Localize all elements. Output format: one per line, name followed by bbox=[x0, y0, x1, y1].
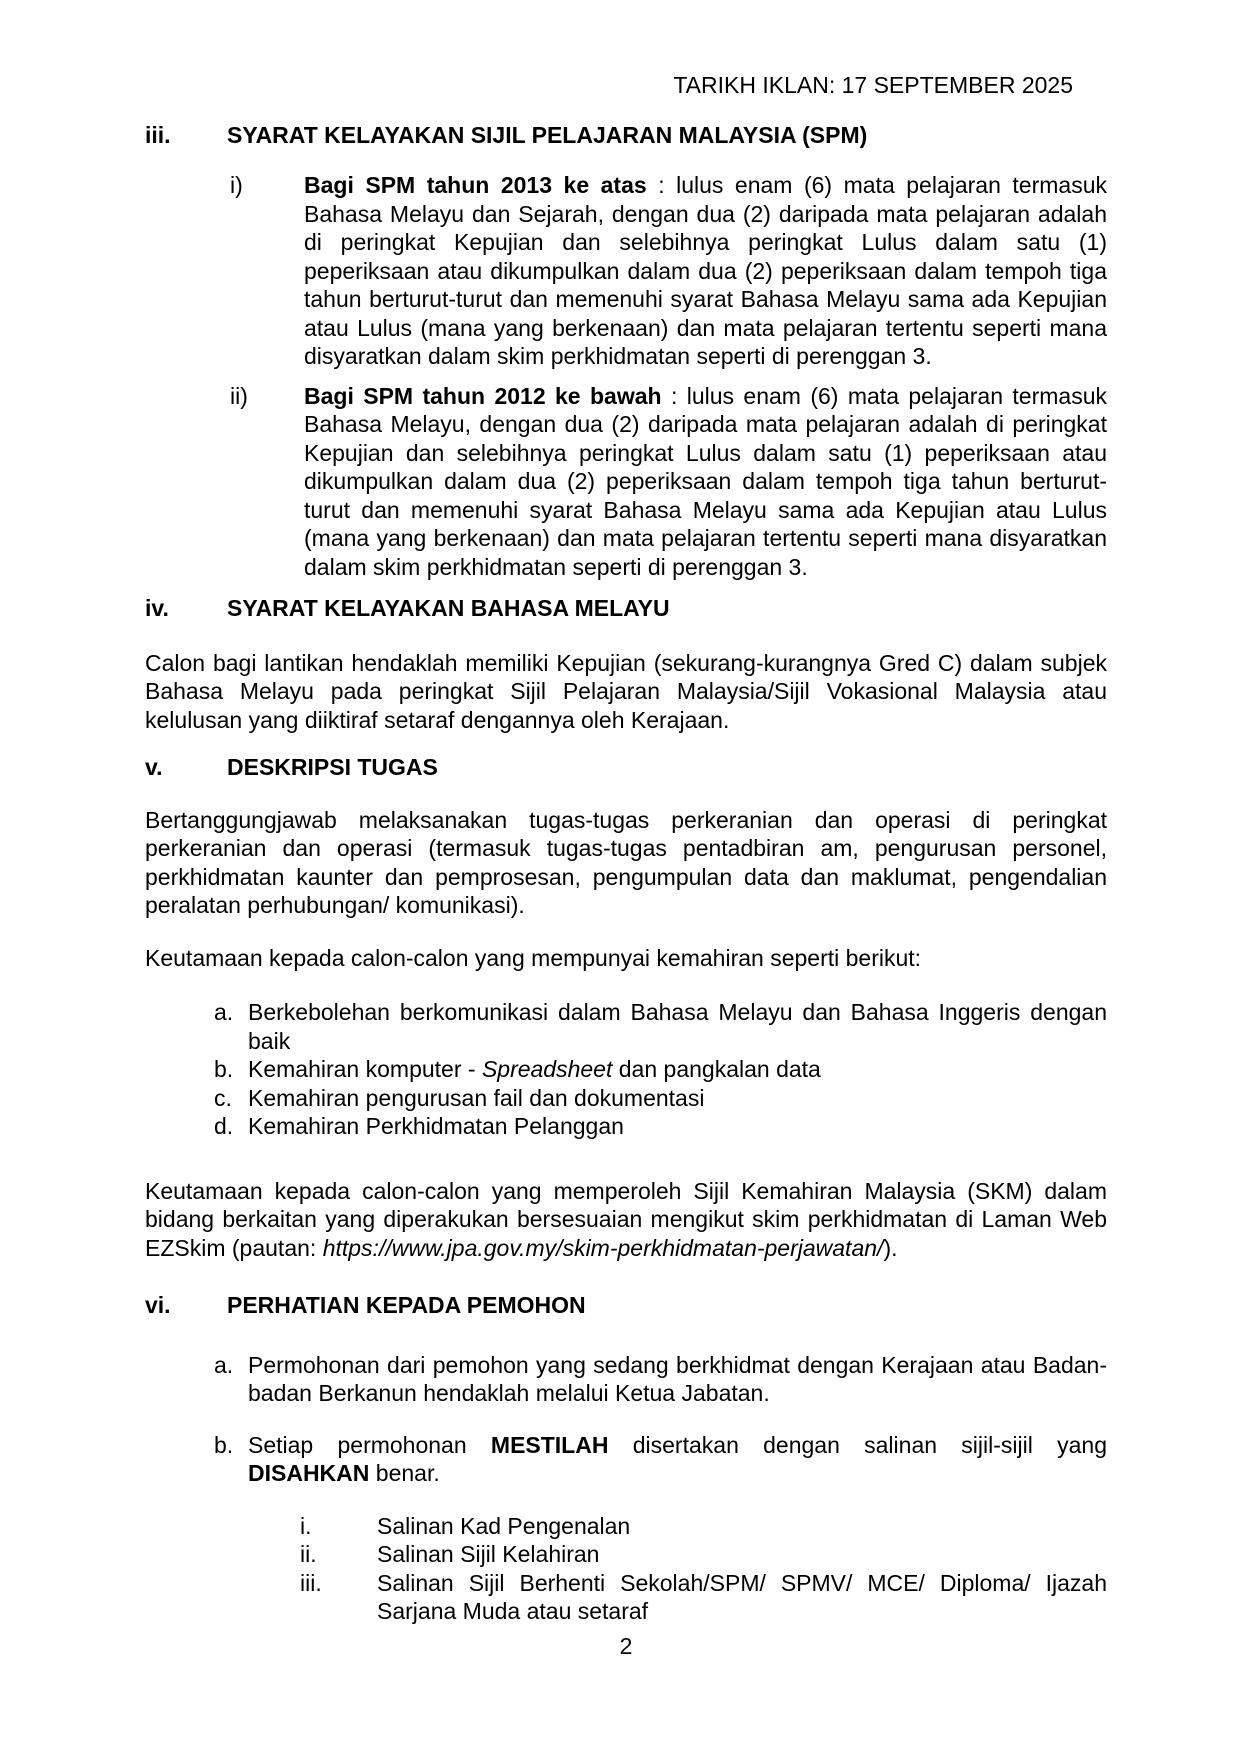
section-heading-iii bbox=[145, 121, 1107, 150]
section-number: vi. bbox=[145, 1292, 171, 1318]
paragraph-keutamaan-kemahiran: Keutamaan kepada calon-calon yang mempunyai kemahiran seperti berikut: bbox=[145, 944, 922, 971]
advert-date-header: TARIKH IKLAN: 17 SEPTEMBER 2025 bbox=[673, 72, 1073, 98]
list-marker: d. bbox=[214, 1113, 234, 1139]
skill-item-b bbox=[214, 1055, 1107, 1084]
document-item-sijil-berhenti bbox=[300, 1569, 1107, 1626]
section-heading-iv bbox=[145, 594, 1107, 623]
list-marker: b. bbox=[214, 1056, 234, 1082]
list-item-text: Kemahiran pengurusan fail dan dokumentasi bbox=[248, 1084, 705, 1111]
list-item-text: Kemahiran Perkhidmatan Pelanggan bbox=[248, 1113, 624, 1139]
skill-item-a bbox=[214, 998, 1107, 1055]
document-item-sijil-kelahiran bbox=[300, 1540, 1107, 1569]
section-heading-vi bbox=[145, 1291, 1107, 1320]
list-item-text: Salinan Sijil Berhenti Sekolah/SPM/ SPMV/ MCE/ Diploma/ Ijazah Sarjana Muda atau setaraf bbox=[377, 1569, 1107, 1624]
list-marker: iii. bbox=[300, 1569, 322, 1596]
document-item-kad-pengenalan bbox=[300, 1512, 1107, 1541]
section-number: v. bbox=[145, 754, 163, 780]
list-item-text: Permohonan dari pemohon yang sedang berkhidmat dengan Kerajaan atau Badan-badan Berkanun hendaklah melalui Ketua Jabatan. bbox=[248, 1351, 1107, 1406]
list-item-text: Salinan Sijil Kelahiran bbox=[377, 1541, 600, 1567]
list-item-text: Setiap permohonan MESTILAH disertakan dengan salinan sijil-sijil yang DISAHKAN benar. bbox=[248, 1431, 1107, 1486]
attention-item-a bbox=[214, 1351, 1107, 1408]
list-marker: i. bbox=[300, 1512, 312, 1539]
list-item-spm-2013 bbox=[230, 171, 1107, 371]
paragraph-deskripsi-tugas: Bertanggungjawab melaksanakan tugas-tugas perkeranian dan operasi di peringkat perkeranian dan operasi (termasuk tugas-tugas pentadbiran am, pengurusan personel, perkhidmatan kaunter dan pemprosesan, pengumpulan data dan maklumat, pengendalian peralatan perhubungan/ komunikasi). bbox=[145, 806, 1107, 918]
list-marker: i) bbox=[230, 172, 243, 198]
section-number: iii. bbox=[145, 121, 171, 148]
list-marker: a. bbox=[214, 999, 234, 1025]
section-title: DESKRIPSI TUGAS bbox=[227, 754, 438, 780]
list-marker: ii. bbox=[300, 1541, 317, 1567]
section-title: PERHATIAN KEPADA PEMOHON bbox=[227, 1292, 586, 1318]
paragraph-keutamaan-skm: Keutamaan kepada calon-calon yang memperoleh Sijil Kemahiran Malaysia (SKM) dalam bidang berkaitan yang diperakukan bersesuaian mengikut skim perkhidmatan di Laman Web EZSkim (pautan: https://www.jpa.gov.my/skim-perkhidmatan-perjawatan/). bbox=[145, 1177, 1107, 1261]
list-item-spm-2012 bbox=[230, 382, 1107, 582]
list-marker: c. bbox=[214, 1084, 232, 1111]
list-item-text: Berkebolehan berkomunikasi dalam Bahasa Melayu dan Bahasa Inggeris dengan baik bbox=[248, 999, 1107, 1054]
list-item-text: Salinan Kad Pengenalan bbox=[377, 1512, 631, 1539]
attention-item-b bbox=[214, 1431, 1107, 1488]
list-marker: a. bbox=[214, 1351, 234, 1378]
list-item-text: Bagi SPM tahun 2013 ke atas : lulus enam (6) mata pelajaran termasuk Bahasa Melayu dan Sejarah, dengan dua (2) daripada mata pelajaran adalah di peringkat Kepujian dan selebihnya peringkat Lulus dalam satu (1) peperiksaan atau dikumpulkan dalam dua (2) peperiksaan dalam tempoh tiga tahun berturut-turut dan memenuhi syarat Bahasa Melayu sama ada Kepujian atau Lulus (mana yang berkenaan) dan mata pelajaran tertentu seperti mana disyaratkan dalam skim perkhidmatan seperti di perenggan 3. bbox=[304, 172, 1107, 369]
list-item-text: Kemahiran komputer - Spreadsheet dan pangkalan data bbox=[248, 1056, 821, 1082]
section-number: iv. bbox=[145, 595, 169, 621]
section-title: SYARAT KELAYAKAN BAHASA MELAYU bbox=[227, 595, 670, 621]
page-number: 2 bbox=[619, 1632, 633, 1659]
skill-item-c bbox=[214, 1084, 1107, 1113]
section-title: SYARAT KELAYAKAN SIJIL PELAJARAN MALAYSIA (SPM) bbox=[227, 121, 868, 148]
list-item-text: Bagi SPM tahun 2012 ke bawah : lulus enam (6) mata pelajaran termasuk Bahasa Melayu, dengan dua (2) daripada mata pelajaran adalah di peringkat Kepujian dan selebihnya peringkat Lulus dalam satu (1) peperiksaan atau dikumpulkan dalam dua (2) peperiksaan dalam tempoh tiga tahun berturut-turut dan memenuhi syarat Bahasa Melayu sama ada Kepujian atau Lulus (mana yang berkenaan) dan mata pelajaran tertentu seperti mana disyaratkan dalam skim perkhidmatan seperti di perenggan 3. bbox=[304, 382, 1107, 580]
paragraph-bahasa-melayu: Calon bagi lantikan hendaklah memiliki Kepujian (sekurang-kurangnya Gred C) dalam subjek Bahasa Melayu pada peringkat Sijil Pelajaran Malaysia/Sijil Vokasional Malaysia atau kelulusan yang diiktiraf setaraf dengannya oleh Kerajaan. bbox=[145, 649, 1107, 733]
skill-item-d bbox=[214, 1112, 1107, 1141]
list-marker: ii) bbox=[230, 382, 248, 409]
section-heading-v bbox=[145, 753, 1107, 782]
list-marker: b. bbox=[214, 1431, 234, 1458]
